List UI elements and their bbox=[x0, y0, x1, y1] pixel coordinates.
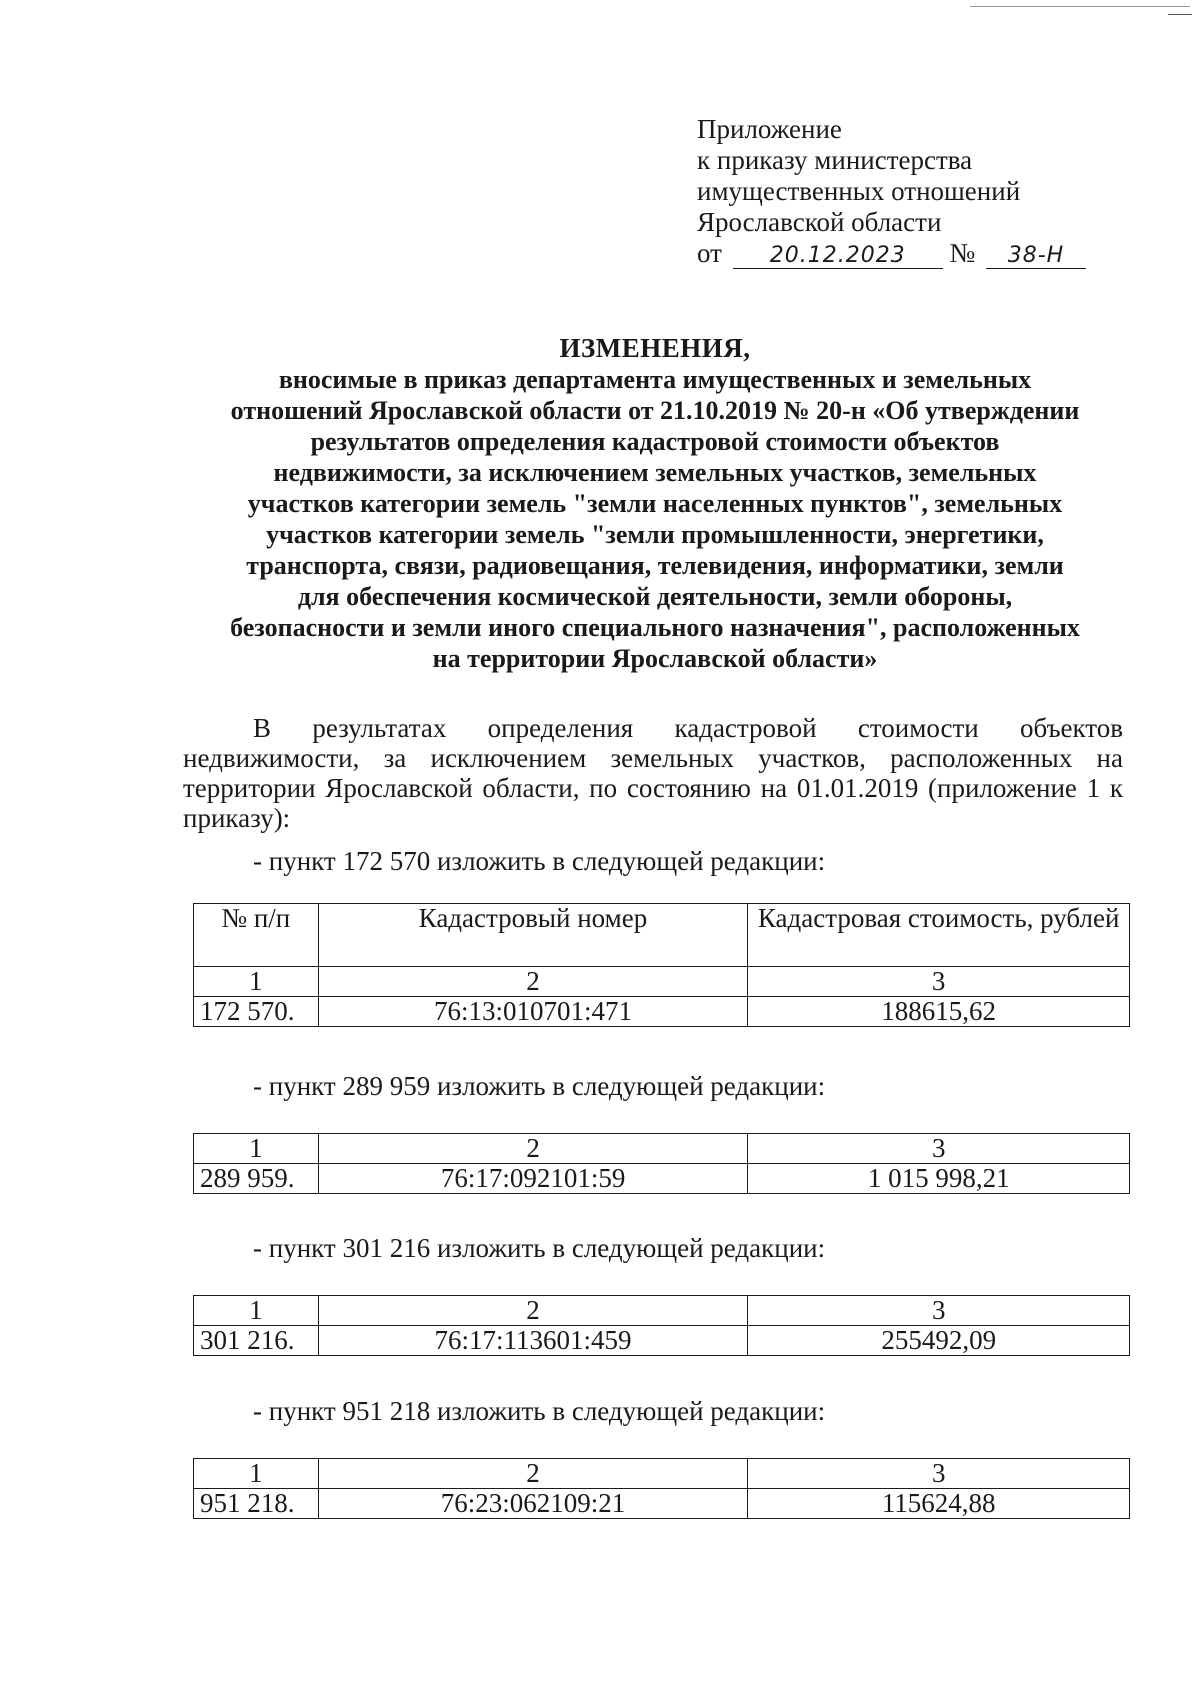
date-prefix: от bbox=[697, 238, 722, 268]
column-number-2: 2 bbox=[318, 1296, 748, 1326]
document-title bbox=[170, 333, 1140, 674]
header-cell-number: № п/п bbox=[194, 904, 319, 967]
column-number-3: 3 bbox=[748, 1134, 1130, 1164]
subtitle-line: на территории Ярославской области» bbox=[432, 644, 878, 673]
column-number-3: 3 bbox=[748, 1459, 1130, 1489]
table-row bbox=[194, 997, 1130, 1027]
row-number: 301 216. bbox=[194, 1326, 319, 1356]
row-cadastral-number: 76:17:113601:459 bbox=[318, 1326, 748, 1356]
row-cadastral-number: 76:17:092101:59 bbox=[318, 1164, 748, 1194]
column-number-3: 3 bbox=[748, 967, 1130, 997]
appendix-block bbox=[697, 114, 1086, 269]
table-column-numbers-row bbox=[194, 1459, 1130, 1489]
subtitle-line: для обеспечения космической деятельности, земли обороны, bbox=[297, 582, 1013, 611]
subtitle-line: отношений Ярославской области от 21.10.2019 № 20-н «Об утверждении bbox=[230, 396, 1080, 425]
appendix-line-1: Приложение bbox=[697, 114, 842, 144]
column-number-1: 1 bbox=[194, 1459, 319, 1489]
column-number-3: 3 bbox=[748, 1296, 1130, 1326]
row-number: 172 570. bbox=[194, 997, 319, 1027]
column-number-1: 1 bbox=[194, 967, 319, 997]
subtitle-line: вносимые в приказ департамента имущественных и земельных bbox=[278, 365, 1032, 394]
appendix-date-line bbox=[697, 238, 1086, 269]
intro-paragraph: В результатах определения кадастровой стоимости объектов недвижимости, за исключением земельных участков, расположенных на территории Ярославской области, по состоянию на 01.01.2019 (приложение 1 к приказу): bbox=[183, 713, 1123, 833]
header-cell-value: Кадастровая стоимость, рублей bbox=[748, 904, 1130, 967]
row-cadastral-value: 1 015 998,21 bbox=[748, 1164, 1130, 1194]
row-cadastral-value: 255492,09 bbox=[748, 1326, 1130, 1356]
column-number-2: 2 bbox=[318, 1459, 748, 1489]
table-header-row bbox=[194, 904, 1130, 967]
subtitle-line: результатов определения кадастровой стоимости объектов bbox=[310, 427, 1000, 456]
title-main: ИЗМЕНЕНИЯ, bbox=[559, 333, 751, 363]
row-number: 289 959. bbox=[194, 1164, 319, 1194]
appendix-line-4: Ярославской области bbox=[697, 207, 942, 237]
number-prefix: № bbox=[949, 238, 976, 268]
scan-line bbox=[970, 6, 1190, 7]
header-cell-cadastral: Кадастровый номер bbox=[318, 904, 748, 967]
subtitle-line: недвижимости, за исключением земельных участков, земельных bbox=[273, 458, 1037, 487]
subtitle-line: участков категории земель "земли промышленности, энергетики, bbox=[266, 520, 1044, 549]
column-number-1: 1 bbox=[194, 1134, 319, 1164]
row-cadastral-value: 188615,62 bbox=[748, 997, 1130, 1027]
subtitle-line: транспорта, связи, радиовещания, телевидения, информатики, земли bbox=[246, 551, 1064, 580]
cadastre-table bbox=[193, 1295, 1130, 1356]
table-column-numbers-row bbox=[194, 1134, 1130, 1164]
table-row bbox=[194, 1326, 1130, 1356]
column-number-2: 2 bbox=[318, 1134, 748, 1164]
item-instruction: - пункт 289 959 изложить в следующей редакции: bbox=[253, 1071, 826, 1101]
handwritten-number: 38-Н bbox=[986, 244, 1086, 269]
appendix-line-3: имущественных отношений bbox=[697, 176, 1021, 206]
row-number: 951 218. bbox=[194, 1489, 319, 1519]
row-cadastral-number: 76:13:010701:471 bbox=[318, 997, 748, 1027]
table-row bbox=[194, 1164, 1130, 1194]
subtitle-line: безопасности и земли иного специального назначения", расположенных bbox=[230, 613, 1080, 642]
row-cadastral-number: 76:23:062109:21 bbox=[318, 1489, 748, 1519]
cadastre-table bbox=[193, 903, 1130, 1027]
row-cadastral-value: 115624,88 bbox=[748, 1489, 1130, 1519]
cadastre-table bbox=[193, 1133, 1130, 1194]
appendix-line-2: к приказу министерства bbox=[697, 145, 973, 175]
item-instruction: - пункт 951 218 изложить в следующей редакции: bbox=[253, 1396, 826, 1426]
subtitle-line: участков категории земель "земли населенных пунктов", земельных bbox=[247, 489, 1063, 518]
scan-line bbox=[1168, 14, 1192, 15]
column-number-2: 2 bbox=[318, 967, 748, 997]
item-instruction: - пункт 172 570 изложить в следующей редакции: bbox=[253, 846, 826, 876]
cadastre-table bbox=[193, 1458, 1130, 1519]
table-column-numbers-row bbox=[194, 967, 1130, 997]
handwritten-date: 20.12.2023 bbox=[733, 244, 943, 269]
item-instruction: - пункт 301 216 изложить в следующей редакции: bbox=[253, 1233, 826, 1263]
column-number-1: 1 bbox=[194, 1296, 319, 1326]
table-column-numbers-row bbox=[194, 1296, 1130, 1326]
table-row bbox=[194, 1489, 1130, 1519]
